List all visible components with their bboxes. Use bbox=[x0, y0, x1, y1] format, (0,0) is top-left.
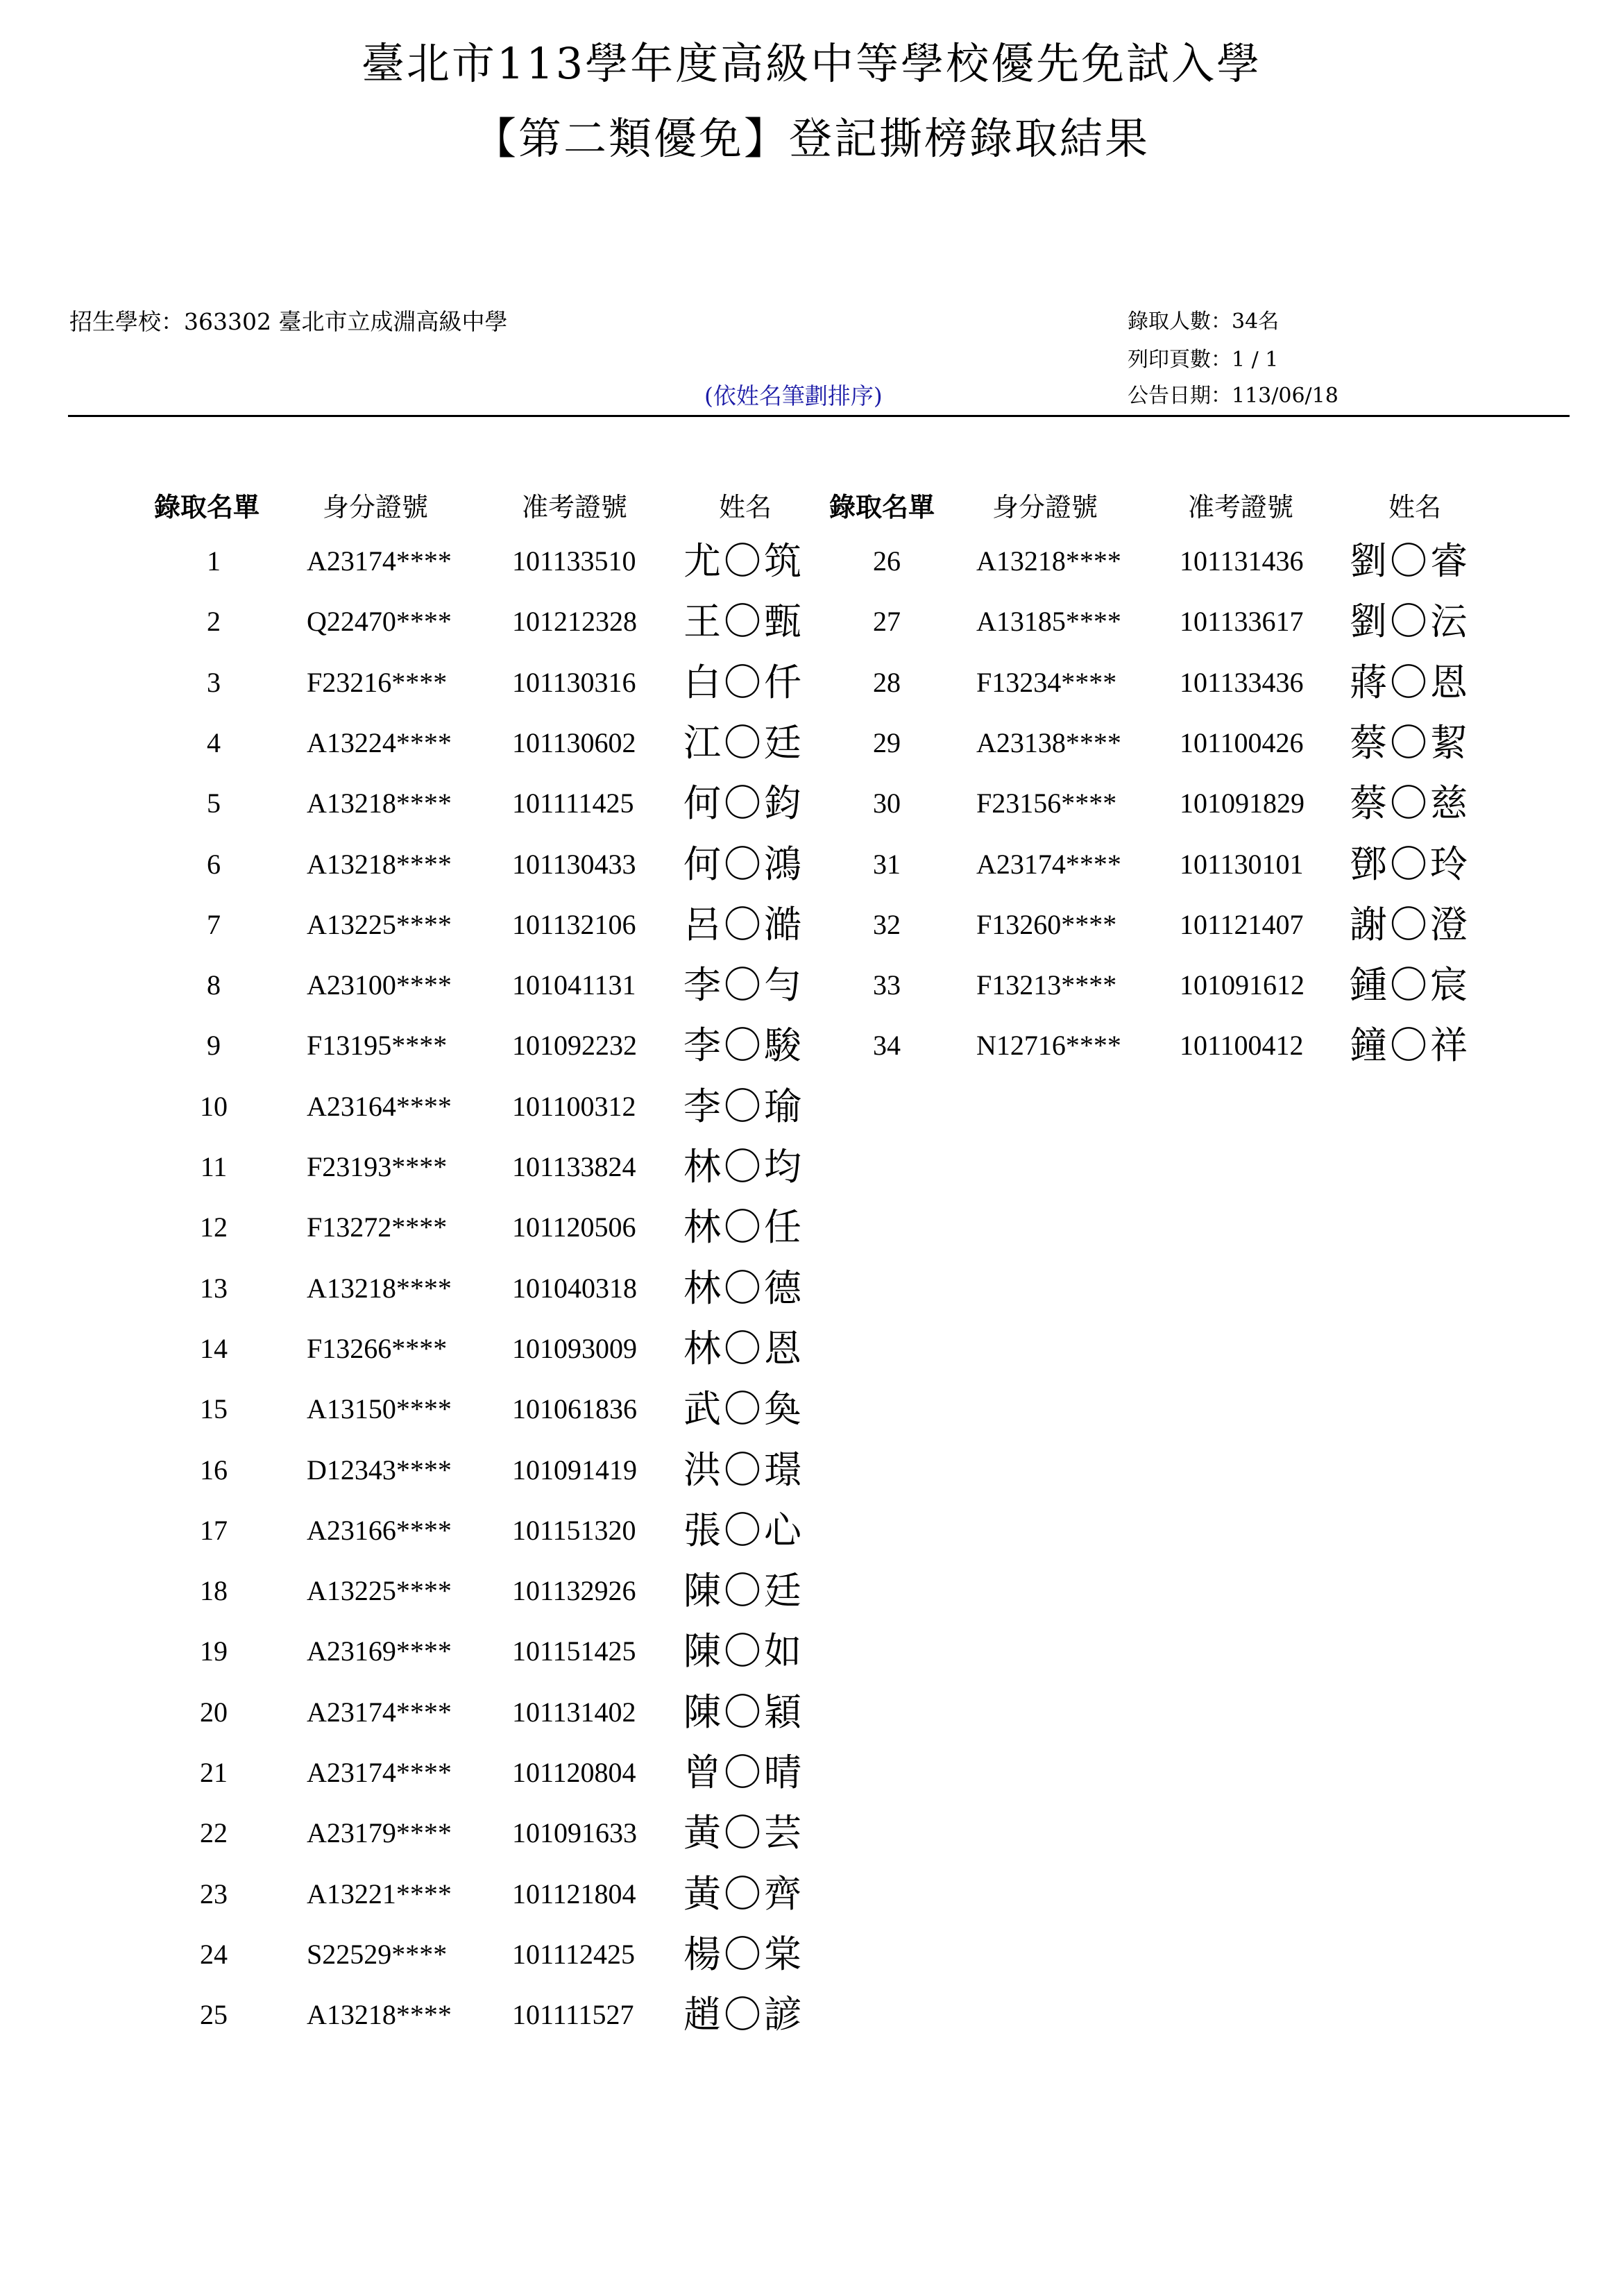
row-id-number: A23174**** bbox=[307, 1757, 452, 1788]
row-student-name: 王〇甄 bbox=[683, 599, 804, 644]
row-id-number: S22529**** bbox=[307, 1938, 448, 1970]
row-student-name: 劉〇睿 bbox=[1350, 539, 1470, 583]
row-exam-number: 101112425 bbox=[512, 1938, 636, 1970]
table-row bbox=[0, 1621, 1623, 1681]
row-exam-number: 101092232 bbox=[512, 1030, 637, 1062]
table-row bbox=[0, 1561, 1623, 1621]
row-id-number: A13150**** bbox=[307, 1393, 452, 1425]
row-id-number: A13218**** bbox=[307, 1999, 452, 2031]
row-student-name: 楊〇棠 bbox=[683, 1932, 804, 1976]
row-id-number: A23138**** bbox=[976, 726, 1121, 758]
table-row bbox=[0, 1924, 1623, 1984]
row-exam-number: 101121407 bbox=[1180, 908, 1304, 940]
row-student-name: 林〇均 bbox=[683, 1145, 804, 1189]
row-exam-number: 101133824 bbox=[512, 1151, 636, 1182]
row-exam-number: 101091829 bbox=[1180, 788, 1305, 819]
row-exam-number: 101133510 bbox=[512, 545, 636, 577]
row-number: 12 bbox=[200, 1211, 228, 1243]
row-number: 5 bbox=[207, 788, 221, 819]
row-student-name: 陳〇廷 bbox=[683, 1569, 804, 1613]
document-subtitle: 【第二類優免】登記撕榜錄取結果 bbox=[473, 113, 1150, 164]
row-number: 16 bbox=[200, 1454, 228, 1486]
row-number: 2 bbox=[207, 606, 221, 638]
row-exam-number: 101120506 bbox=[512, 1211, 636, 1243]
row-number: 24 bbox=[200, 1938, 228, 1970]
row-exam-number: 101041131 bbox=[512, 969, 636, 1001]
row-student-name: 江〇廷 bbox=[683, 720, 804, 765]
row-id-number: A23164**** bbox=[307, 1090, 452, 1122]
row-exam-number: 101131402 bbox=[512, 1696, 636, 1728]
row-student-name: 陳〇如 bbox=[683, 1629, 804, 1674]
row-id-number: A23174**** bbox=[976, 848, 1121, 880]
table-row bbox=[0, 1984, 1623, 2045]
row-exam-number: 101093009 bbox=[512, 1332, 637, 1364]
row-id-number: A23174**** bbox=[307, 545, 452, 577]
row-id-number: F23193**** bbox=[307, 1151, 448, 1182]
row-student-name: 蔣〇恩 bbox=[1350, 660, 1470, 704]
row-student-name: 白〇仟 bbox=[683, 660, 804, 704]
col-header-list-right: 錄取名單 bbox=[829, 491, 935, 522]
row-student-name: 呂〇澔 bbox=[683, 902, 804, 946]
table-row bbox=[0, 1258, 1623, 1318]
row-student-name: 劉〇沄 bbox=[1350, 599, 1470, 644]
document-title: 臺北市113學年度高級中等學校優先免試入學 bbox=[361, 38, 1262, 89]
row-id-number: A13218**** bbox=[307, 1272, 452, 1304]
row-student-name: 鐘〇祥 bbox=[1350, 1023, 1470, 1068]
col-header-name-right: 姓名 bbox=[1388, 492, 1442, 522]
col-header-exam-left: 准考證號 bbox=[522, 492, 628, 522]
row-number: 20 bbox=[200, 1696, 228, 1728]
row-id-number: F13266**** bbox=[307, 1332, 448, 1364]
row-number: 33 bbox=[873, 969, 901, 1001]
row-student-name: 趙〇諺 bbox=[683, 1993, 804, 2037]
table-row bbox=[0, 1197, 1623, 1257]
row-id-number: Q22470**** bbox=[307, 606, 452, 638]
row-number: 13 bbox=[200, 1272, 228, 1304]
row-id-number: A13185**** bbox=[976, 606, 1121, 638]
row-student-name: 李〇瑜 bbox=[683, 1084, 804, 1128]
row-student-name: 何〇鈞 bbox=[683, 781, 804, 826]
row-number: 31 bbox=[873, 848, 901, 880]
row-exam-number: 101151320 bbox=[512, 1514, 636, 1546]
row-number: 27 bbox=[873, 606, 901, 638]
row-number: 29 bbox=[873, 726, 901, 758]
row-id-number: A13225**** bbox=[307, 1575, 452, 1607]
row-id-number: F13195**** bbox=[307, 1030, 448, 1062]
row-student-name: 林〇恩 bbox=[683, 1326, 804, 1370]
row-student-name: 曾〇晴 bbox=[683, 1751, 804, 1794]
row-id-number: A23174**** bbox=[307, 1696, 452, 1728]
row-id-number: A13224**** bbox=[307, 726, 452, 758]
row-number: 17 bbox=[200, 1514, 228, 1546]
row-exam-number: 101133436 bbox=[1180, 666, 1304, 698]
row-exam-number: 101111527 bbox=[512, 1999, 634, 2031]
row-number: 14 bbox=[200, 1332, 228, 1364]
row-id-number: A13225**** bbox=[307, 908, 452, 940]
row-exam-number: 101121804 bbox=[512, 1878, 636, 1910]
row-number: 30 bbox=[873, 788, 901, 819]
row-number: 22 bbox=[200, 1817, 228, 1849]
row-number: 26 bbox=[873, 545, 901, 577]
row-exam-number: 101100426 bbox=[1180, 726, 1304, 758]
table-row bbox=[0, 1379, 1623, 1439]
row-id-number: A23166**** bbox=[307, 1514, 452, 1546]
row-student-name: 黃〇齊 bbox=[683, 1871, 804, 1916]
row-number: 3 bbox=[207, 666, 221, 698]
row-id-number: F23216**** bbox=[307, 666, 448, 698]
row-number: 8 bbox=[207, 969, 221, 1001]
row-id-number: A13218**** bbox=[976, 545, 1121, 577]
col-header-exam-right: 准考證號 bbox=[1188, 492, 1294, 522]
row-number: 7 bbox=[207, 908, 221, 940]
admit-count: 錄取人數：34名 bbox=[1128, 309, 1280, 334]
row-student-name: 鄧〇玲 bbox=[1350, 842, 1470, 886]
row-number: 19 bbox=[200, 1635, 228, 1667]
row-student-name: 張〇心 bbox=[683, 1508, 804, 1552]
row-student-name: 蔡〇慈 bbox=[1350, 781, 1470, 826]
row-id-number: F13213**** bbox=[976, 969, 1117, 1001]
row-number: 11 bbox=[200, 1151, 228, 1182]
table-row bbox=[0, 1500, 1623, 1561]
row-exam-number: 101132106 bbox=[512, 908, 636, 940]
row-student-name: 洪〇璟 bbox=[683, 1447, 804, 1492]
table-row bbox=[0, 834, 1623, 894]
table-row bbox=[0, 1864, 1623, 1924]
row-student-name: 林〇任 bbox=[683, 1205, 804, 1250]
row-number: 6 bbox=[207, 848, 221, 880]
school-info: 招生學校：363302 臺北市立成淵高級中學 bbox=[69, 308, 508, 335]
row-exam-number: 101111425 bbox=[512, 788, 634, 819]
row-number: 25 bbox=[200, 1999, 228, 2031]
row-student-name: 林〇德 bbox=[683, 1266, 804, 1310]
table-row bbox=[0, 1318, 1623, 1379]
row-number: 32 bbox=[873, 908, 901, 940]
header-divider bbox=[68, 415, 1570, 417]
row-number: 21 bbox=[200, 1757, 228, 1788]
row-exam-number: 101100312 bbox=[512, 1090, 636, 1122]
table-row bbox=[0, 1015, 1623, 1075]
page-count: 列印頁數：1 / 1 bbox=[1128, 348, 1279, 372]
row-student-name: 武〇奐 bbox=[683, 1387, 804, 1431]
row-number: 23 bbox=[200, 1878, 228, 1910]
row-exam-number: 101091633 bbox=[512, 1817, 637, 1849]
row-exam-number: 101212328 bbox=[512, 606, 637, 638]
row-exam-number: 101151425 bbox=[512, 1635, 636, 1667]
row-student-name: 李〇勻 bbox=[683, 963, 804, 1007]
table-row bbox=[0, 1682, 1623, 1742]
announce-date: 公告日期：113/06/18 bbox=[1128, 384, 1339, 408]
table-row bbox=[0, 773, 1623, 833]
row-exam-number: 101130433 bbox=[512, 848, 636, 880]
col-header-list-left: 錄取名單 bbox=[154, 491, 260, 522]
row-id-number: A13218**** bbox=[307, 788, 452, 819]
table-row bbox=[0, 894, 1623, 955]
table-row bbox=[0, 591, 1623, 652]
table-row bbox=[0, 1076, 1623, 1137]
row-student-name: 尤〇筑 bbox=[683, 539, 804, 583]
row-number: 15 bbox=[200, 1393, 228, 1425]
table-row bbox=[0, 1137, 1623, 1197]
row-student-name: 李〇駿 bbox=[683, 1023, 804, 1068]
row-exam-number: 101130316 bbox=[512, 666, 636, 698]
table-row bbox=[0, 713, 1623, 773]
col-header-name-left: 姓名 bbox=[719, 492, 772, 522]
row-exam-number: 101040318 bbox=[512, 1272, 637, 1304]
row-student-name: 鍾〇宸 bbox=[1350, 963, 1470, 1007]
row-id-number: F23156**** bbox=[976, 788, 1117, 819]
row-id-number: N12716**** bbox=[976, 1030, 1121, 1062]
row-id-number: F13272**** bbox=[307, 1211, 448, 1243]
row-number: 4 bbox=[207, 726, 221, 758]
col-header-id-left: 身分證號 bbox=[323, 492, 429, 522]
row-id-number: D12343**** bbox=[307, 1454, 452, 1486]
row-student-name: 謝〇澄 bbox=[1350, 902, 1470, 946]
row-id-number: A23169**** bbox=[307, 1635, 452, 1667]
table-row bbox=[0, 531, 1623, 591]
row-student-name: 陳〇穎 bbox=[683, 1690, 804, 1734]
row-student-name: 蔡〇絜 bbox=[1350, 720, 1470, 765]
row-exam-number: 101130101 bbox=[1180, 848, 1304, 880]
table-row bbox=[0, 1742, 1623, 1803]
row-exam-number: 101130602 bbox=[512, 726, 636, 758]
table-row bbox=[0, 1440, 1623, 1500]
row-exam-number: 101061836 bbox=[512, 1393, 637, 1425]
row-exam-number: 101132926 bbox=[512, 1575, 636, 1607]
row-number: 9 bbox=[207, 1030, 221, 1062]
col-header-id-right: 身分證號 bbox=[992, 492, 1098, 522]
table-row bbox=[0, 955, 1623, 1015]
row-id-number: A23100**** bbox=[307, 969, 452, 1001]
row-exam-number: 101120804 bbox=[512, 1757, 636, 1788]
row-id-number: F13260**** bbox=[976, 908, 1117, 940]
row-exam-number: 101133617 bbox=[1180, 606, 1304, 638]
sort-note: (依姓名筆劃排序) bbox=[704, 382, 883, 409]
row-student-name: 黃〇芸 bbox=[683, 1811, 804, 1855]
row-id-number: F13234**** bbox=[976, 666, 1117, 698]
row-id-number: A13218**** bbox=[307, 848, 452, 880]
row-exam-number: 101091612 bbox=[1180, 969, 1305, 1001]
row-exam-number: 101131436 bbox=[1180, 545, 1304, 577]
row-number: 28 bbox=[873, 666, 901, 698]
row-number: 10 bbox=[200, 1090, 228, 1122]
row-number: 34 bbox=[873, 1030, 901, 1062]
table-row bbox=[0, 652, 1623, 713]
row-id-number: A23179**** bbox=[307, 1817, 452, 1849]
row-number: 1 bbox=[207, 545, 221, 577]
row-student-name: 何〇鴻 bbox=[683, 842, 804, 886]
row-number: 18 bbox=[200, 1575, 228, 1607]
row-exam-number: 101091419 bbox=[512, 1454, 637, 1486]
row-id-number: A13221**** bbox=[307, 1878, 452, 1910]
row-exam-number: 101100412 bbox=[1180, 1030, 1304, 1062]
table-row bbox=[0, 1803, 1623, 1863]
